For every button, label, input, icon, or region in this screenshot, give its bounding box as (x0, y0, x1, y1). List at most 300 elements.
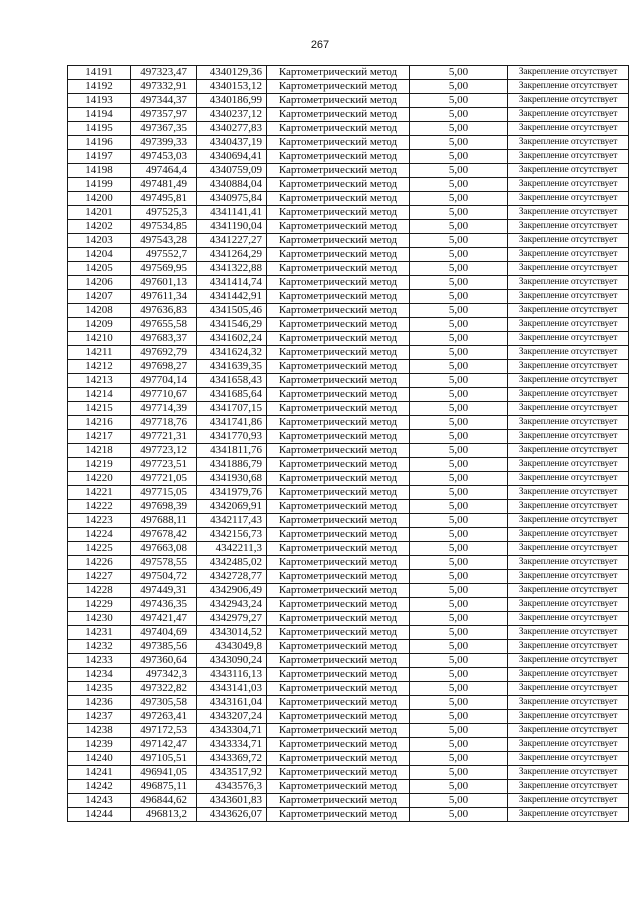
x-coordinate-cell: 497663,08 (131, 542, 197, 556)
point-number-cell: 14197 (68, 150, 131, 164)
method-cell: Картометрический метод (267, 472, 410, 486)
point-number-cell: 14220 (68, 472, 131, 486)
y-coordinate-cell: 4342211,3 (197, 542, 267, 556)
x-coordinate-cell: 497688,11 (131, 514, 197, 528)
error-cell: 5,00 (410, 178, 508, 192)
fixing-cell: Закрепление отсутствует (508, 332, 629, 346)
fixing-cell: Закрепление отсутствует (508, 556, 629, 570)
y-coordinate-cell: 4340237,12 (197, 108, 267, 122)
table-row (68, 388, 629, 402)
error-cell: 5,00 (410, 94, 508, 108)
table-row (68, 556, 629, 570)
table-row (68, 108, 629, 122)
fixing-cell: Закрепление отсутствует (508, 626, 629, 640)
error-cell: 5,00 (410, 332, 508, 346)
fixing-cell: Закрепление отсутствует (508, 80, 629, 94)
method-cell: Картометрический метод (267, 710, 410, 724)
x-coordinate-cell: 496844,62 (131, 794, 197, 808)
error-cell: 5,00 (410, 766, 508, 780)
error-cell: 5,00 (410, 416, 508, 430)
fixing-cell: Закрепление отсутствует (508, 542, 629, 556)
x-coordinate-cell: 497367,35 (131, 122, 197, 136)
point-number-cell: 14203 (68, 234, 131, 248)
error-cell: 5,00 (410, 472, 508, 486)
table-row (68, 360, 629, 374)
fixing-cell: Закрепление отсутствует (508, 346, 629, 360)
point-number-cell: 14230 (68, 612, 131, 626)
method-cell: Картометрический метод (267, 584, 410, 598)
point-number-cell: 14198 (68, 164, 131, 178)
error-cell: 5,00 (410, 514, 508, 528)
error-cell: 5,00 (410, 668, 508, 682)
y-coordinate-cell: 4341322,88 (197, 262, 267, 276)
error-cell: 5,00 (410, 486, 508, 500)
method-cell: Картометрический метод (267, 528, 410, 542)
fixing-cell: Закрепление отсутствует (508, 150, 629, 164)
y-coordinate-cell: 4340186,99 (197, 94, 267, 108)
point-number-cell: 14208 (68, 304, 131, 318)
point-number-cell: 14227 (68, 570, 131, 584)
method-cell: Картометрический метод (267, 752, 410, 766)
x-coordinate-cell: 497481,49 (131, 178, 197, 192)
error-cell: 5,00 (410, 360, 508, 374)
fixing-cell: Закрепление отсутствует (508, 220, 629, 234)
point-number-cell: 14195 (68, 122, 131, 136)
table-row (68, 500, 629, 514)
method-cell: Картометрический метод (267, 486, 410, 500)
error-cell: 5,00 (410, 290, 508, 304)
table-row (68, 514, 629, 528)
y-coordinate-cell: 4341442,91 (197, 290, 267, 304)
fixing-cell: Закрепление отсутствует (508, 164, 629, 178)
x-coordinate-cell: 497495,81 (131, 192, 197, 206)
fixing-cell: Закрепление отсутствует (508, 794, 629, 808)
table-row (68, 458, 629, 472)
x-coordinate-cell: 497525,3 (131, 206, 197, 220)
method-cell: Картометрический метод (267, 780, 410, 794)
y-coordinate-cell: 4343576,3 (197, 780, 267, 794)
y-coordinate-cell: 4340759,09 (197, 164, 267, 178)
fixing-cell: Закрепление отсутствует (508, 206, 629, 220)
method-cell: Картометрический метод (267, 458, 410, 472)
y-coordinate-cell: 4341624,32 (197, 346, 267, 360)
x-coordinate-cell: 497263,41 (131, 710, 197, 724)
table-row (68, 444, 629, 458)
y-coordinate-cell: 4340884,04 (197, 178, 267, 192)
method-cell: Картометрический метод (267, 402, 410, 416)
point-number-cell: 14242 (68, 780, 131, 794)
fixing-cell: Закрепление отсутствует (508, 724, 629, 738)
method-cell: Картометрический метод (267, 794, 410, 808)
fixing-cell: Закрепление отсутствует (508, 136, 629, 150)
table-row (68, 332, 629, 346)
point-number-cell: 14201 (68, 206, 131, 220)
fixing-cell: Закрепление отсутствует (508, 416, 629, 430)
point-number-cell: 14235 (68, 682, 131, 696)
fixing-cell: Закрепление отсутствует (508, 486, 629, 500)
table-row (68, 164, 629, 178)
fixing-cell: Закрепление отсутствует (508, 290, 629, 304)
fixing-cell: Закрепление отсутствует (508, 234, 629, 248)
x-coordinate-cell: 497342,3 (131, 668, 197, 682)
method-cell: Картометрический метод (267, 430, 410, 444)
method-cell: Картометрический метод (267, 374, 410, 388)
y-coordinate-cell: 4343161,04 (197, 696, 267, 710)
y-coordinate-cell: 4342156,73 (197, 528, 267, 542)
y-coordinate-cell: 4341505,46 (197, 304, 267, 318)
error-cell: 5,00 (410, 654, 508, 668)
y-coordinate-cell: 4343304,71 (197, 724, 267, 738)
method-cell: Картометрический метод (267, 276, 410, 290)
y-coordinate-cell: 4341658,43 (197, 374, 267, 388)
point-number-cell: 14212 (68, 360, 131, 374)
table-row (68, 276, 629, 290)
method-cell: Картометрический метод (267, 766, 410, 780)
x-coordinate-cell: 497332,91 (131, 80, 197, 94)
y-coordinate-cell: 4342728,77 (197, 570, 267, 584)
table-row (68, 640, 629, 654)
method-cell: Картометрический метод (267, 66, 410, 80)
point-number-cell: 14221 (68, 486, 131, 500)
x-coordinate-cell: 497714,39 (131, 402, 197, 416)
error-cell: 5,00 (410, 640, 508, 654)
point-number-cell: 14196 (68, 136, 131, 150)
method-cell: Картометрический метод (267, 150, 410, 164)
y-coordinate-cell: 4341546,29 (197, 318, 267, 332)
error-cell: 5,00 (410, 262, 508, 276)
method-cell: Картометрический метод (267, 640, 410, 654)
error-cell: 5,00 (410, 500, 508, 514)
x-coordinate-cell: 497385,56 (131, 640, 197, 654)
point-number-cell: 14238 (68, 724, 131, 738)
fixing-cell: Закрепление отсутствует (508, 402, 629, 416)
error-cell: 5,00 (410, 122, 508, 136)
point-number-cell: 14213 (68, 374, 131, 388)
y-coordinate-cell: 4341707,15 (197, 402, 267, 416)
point-number-cell: 14205 (68, 262, 131, 276)
method-cell: Картометрический метод (267, 542, 410, 556)
x-coordinate-cell: 497678,42 (131, 528, 197, 542)
y-coordinate-cell: 4341639,35 (197, 360, 267, 374)
x-coordinate-cell: 497601,13 (131, 276, 197, 290)
error-cell: 5,00 (410, 444, 508, 458)
error-cell: 5,00 (410, 150, 508, 164)
y-coordinate-cell: 4341414,74 (197, 276, 267, 290)
point-number-cell: 14206 (68, 276, 131, 290)
error-cell: 5,00 (410, 402, 508, 416)
x-coordinate-cell: 497704,14 (131, 374, 197, 388)
y-coordinate-cell: 4342069,91 (197, 500, 267, 514)
point-number-cell: 14209 (68, 318, 131, 332)
y-coordinate-cell: 4343014,52 (197, 626, 267, 640)
x-coordinate-cell: 497404,69 (131, 626, 197, 640)
table-row (68, 220, 629, 234)
error-cell: 5,00 (410, 696, 508, 710)
point-number-cell: 14194 (68, 108, 131, 122)
method-cell: Картометрический метод (267, 696, 410, 710)
y-coordinate-cell: 4343141,03 (197, 682, 267, 696)
point-number-cell: 14223 (68, 514, 131, 528)
x-coordinate-cell: 497399,33 (131, 136, 197, 150)
method-cell: Картометрический метод (267, 612, 410, 626)
method-cell: Картометрический метод (267, 626, 410, 640)
point-number-cell: 14216 (68, 416, 131, 430)
point-number-cell: 14191 (68, 66, 131, 80)
x-coordinate-cell: 497322,82 (131, 682, 197, 696)
y-coordinate-cell: 4343369,72 (197, 752, 267, 766)
method-cell: Картометрический метод (267, 388, 410, 402)
method-cell: Картометрический метод (267, 192, 410, 206)
x-coordinate-cell: 497436,35 (131, 598, 197, 612)
method-cell: Картометрический метод (267, 360, 410, 374)
point-number-cell: 14199 (68, 178, 131, 192)
method-cell: Картометрический метод (267, 234, 410, 248)
x-coordinate-cell: 497721,05 (131, 472, 197, 486)
x-coordinate-cell: 497721,31 (131, 430, 197, 444)
x-coordinate-cell: 497449,31 (131, 584, 197, 598)
table-row (68, 178, 629, 192)
point-number-cell: 14218 (68, 444, 131, 458)
fixing-cell: Закрепление отсутствует (508, 752, 629, 766)
table-row (68, 136, 629, 150)
fixing-cell: Закрепление отсутствует (508, 514, 629, 528)
error-cell: 5,00 (410, 346, 508, 360)
x-coordinate-cell: 497655,58 (131, 318, 197, 332)
fixing-cell: Закрепление отсутствует (508, 612, 629, 626)
y-coordinate-cell: 4342117,43 (197, 514, 267, 528)
y-coordinate-cell: 4341602,24 (197, 332, 267, 346)
y-coordinate-cell: 4343517,92 (197, 766, 267, 780)
fixing-cell: Закрепление отсутствует (508, 682, 629, 696)
x-coordinate-cell: 497504,72 (131, 570, 197, 584)
error-cell: 5,00 (410, 374, 508, 388)
fixing-cell: Закрепление отсутствует (508, 360, 629, 374)
method-cell: Картометрический метод (267, 94, 410, 108)
table-row (68, 570, 629, 584)
point-number-cell: 14229 (68, 598, 131, 612)
fixing-cell: Закрепление отсутствует (508, 738, 629, 752)
fixing-cell: Закрепление отсутствует (508, 780, 629, 794)
x-coordinate-cell: 496875,11 (131, 780, 197, 794)
fixing-cell: Закрепление отсутствует (508, 374, 629, 388)
table-row (68, 234, 629, 248)
error-cell: 5,00 (410, 192, 508, 206)
error-cell: 5,00 (410, 108, 508, 122)
fixing-cell: Закрепление отсутствует (508, 276, 629, 290)
point-number-cell: 14232 (68, 640, 131, 654)
fixing-cell: Закрепление отсутствует (508, 444, 629, 458)
fixing-cell: Закрепление отсутствует (508, 66, 629, 80)
point-number-cell: 14240 (68, 752, 131, 766)
error-cell: 5,00 (410, 584, 508, 598)
table-row (68, 262, 629, 276)
x-coordinate-cell: 497421,47 (131, 612, 197, 626)
method-cell: Картометрический метод (267, 682, 410, 696)
method-cell: Картометрический метод (267, 136, 410, 150)
method-cell: Картометрический метод (267, 80, 410, 94)
table-row (68, 402, 629, 416)
table-row (68, 248, 629, 262)
x-coordinate-cell: 497357,97 (131, 108, 197, 122)
point-number-cell: 14193 (68, 94, 131, 108)
x-coordinate-cell: 497464,4 (131, 164, 197, 178)
y-coordinate-cell: 4341227,27 (197, 234, 267, 248)
y-coordinate-cell: 4343049,8 (197, 640, 267, 654)
x-coordinate-cell: 497142,47 (131, 738, 197, 752)
method-cell: Картометрический метод (267, 556, 410, 570)
x-coordinate-cell: 497611,34 (131, 290, 197, 304)
method-cell: Картометрический метод (267, 206, 410, 220)
point-number-cell: 14231 (68, 626, 131, 640)
x-coordinate-cell: 497543,28 (131, 234, 197, 248)
fixing-cell: Закрепление отсутствует (508, 472, 629, 486)
x-coordinate-cell: 497683,37 (131, 332, 197, 346)
fixing-cell: Закрепление отсутствует (508, 318, 629, 332)
method-cell: Картометрический метод (267, 178, 410, 192)
point-number-cell: 14200 (68, 192, 131, 206)
point-number-cell: 14234 (68, 668, 131, 682)
y-coordinate-cell: 4343207,24 (197, 710, 267, 724)
fixing-cell: Закрепление отсутствует (508, 710, 629, 724)
y-coordinate-cell: 4343116,13 (197, 668, 267, 682)
method-cell: Картометрический метод (267, 248, 410, 262)
y-coordinate-cell: 4342485,02 (197, 556, 267, 570)
x-coordinate-cell: 497534,85 (131, 220, 197, 234)
error-cell: 5,00 (410, 318, 508, 332)
x-coordinate-cell: 497344,37 (131, 94, 197, 108)
x-coordinate-cell: 497172,53 (131, 724, 197, 738)
table-row (68, 794, 629, 808)
point-number-cell: 14239 (68, 738, 131, 752)
error-cell: 5,00 (410, 304, 508, 318)
x-coordinate-cell: 497360,64 (131, 654, 197, 668)
error-cell: 5,00 (410, 598, 508, 612)
fixing-cell: Закрепление отсутствует (508, 500, 629, 514)
y-coordinate-cell: 4341685,64 (197, 388, 267, 402)
error-cell: 5,00 (410, 430, 508, 444)
y-coordinate-cell: 4343334,71 (197, 738, 267, 752)
table-row (68, 304, 629, 318)
y-coordinate-cell: 4340694,41 (197, 150, 267, 164)
error-cell: 5,00 (410, 808, 508, 822)
method-cell: Картометрический метод (267, 122, 410, 136)
table-row (68, 724, 629, 738)
method-cell: Картометрический метод (267, 416, 410, 430)
point-number-cell: 14228 (68, 584, 131, 598)
fixing-cell: Закрепление отсутствует (508, 570, 629, 584)
point-number-cell: 14210 (68, 332, 131, 346)
error-cell: 5,00 (410, 136, 508, 150)
point-number-cell: 14225 (68, 542, 131, 556)
fixing-cell: Закрепление отсутствует (508, 94, 629, 108)
table-row (68, 710, 629, 724)
method-cell: Картометрический метод (267, 500, 410, 514)
y-coordinate-cell: 4341979,76 (197, 486, 267, 500)
point-number-cell: 14211 (68, 346, 131, 360)
y-coordinate-cell: 4340153,12 (197, 80, 267, 94)
coordinates-table (67, 65, 629, 822)
table-row (68, 430, 629, 444)
table-row (68, 584, 629, 598)
table-row (68, 290, 629, 304)
table-row (68, 122, 629, 136)
x-coordinate-cell: 497715,05 (131, 486, 197, 500)
point-number-cell: 14244 (68, 808, 131, 822)
x-coordinate-cell: 497578,55 (131, 556, 197, 570)
table-row (68, 738, 629, 752)
x-coordinate-cell: 497723,51 (131, 458, 197, 472)
x-coordinate-cell: 496941,05 (131, 766, 197, 780)
table-row (68, 318, 629, 332)
point-number-cell: 14233 (68, 654, 131, 668)
x-coordinate-cell: 496813,2 (131, 808, 197, 822)
y-coordinate-cell: 4342979,27 (197, 612, 267, 626)
fixing-cell: Закрепление отсутствует (508, 598, 629, 612)
method-cell: Картометрический метод (267, 724, 410, 738)
point-number-cell: 14217 (68, 430, 131, 444)
x-coordinate-cell: 497105,51 (131, 752, 197, 766)
table-row (68, 192, 629, 206)
error-cell: 5,00 (410, 248, 508, 262)
x-coordinate-cell: 497692,79 (131, 346, 197, 360)
table-row (68, 654, 629, 668)
point-number-cell: 14241 (68, 766, 131, 780)
table-row (68, 486, 629, 500)
fixing-cell: Закрепление отсутствует (508, 528, 629, 542)
table-row (68, 374, 629, 388)
method-cell: Картометрический метод (267, 514, 410, 528)
fixing-cell: Закрепление отсутствует (508, 262, 629, 276)
error-cell: 5,00 (410, 794, 508, 808)
x-coordinate-cell: 497453,03 (131, 150, 197, 164)
point-number-cell: 14204 (68, 248, 131, 262)
method-cell: Картометрический метод (267, 668, 410, 682)
table-row (68, 66, 629, 80)
x-coordinate-cell: 497305,58 (131, 696, 197, 710)
x-coordinate-cell: 497698,39 (131, 500, 197, 514)
error-cell: 5,00 (410, 682, 508, 696)
table-row (68, 150, 629, 164)
y-coordinate-cell: 4341811,76 (197, 444, 267, 458)
x-coordinate-cell: 497723,12 (131, 444, 197, 458)
y-coordinate-cell: 4342943,24 (197, 598, 267, 612)
x-coordinate-cell: 497323,47 (131, 66, 197, 80)
y-coordinate-cell: 4343626,07 (197, 808, 267, 822)
point-number-cell: 14192 (68, 80, 131, 94)
fixing-cell: Закрепление отсутствует (508, 248, 629, 262)
table-row (68, 668, 629, 682)
fixing-cell: Закрепление отсутствует (508, 178, 629, 192)
error-cell: 5,00 (410, 458, 508, 472)
table-row (68, 626, 629, 640)
error-cell: 5,00 (410, 724, 508, 738)
method-cell: Картометрический метод (267, 654, 410, 668)
error-cell: 5,00 (410, 164, 508, 178)
x-coordinate-cell: 497698,27 (131, 360, 197, 374)
fixing-cell: Закрепление отсутствует (508, 122, 629, 136)
x-coordinate-cell: 497718,76 (131, 416, 197, 430)
point-number-cell: 14202 (68, 220, 131, 234)
fixing-cell: Закрепление отсутствует (508, 654, 629, 668)
table-row (68, 766, 629, 780)
point-number-cell: 14215 (68, 402, 131, 416)
method-cell: Картометрический метод (267, 304, 410, 318)
table-row (68, 598, 629, 612)
fixing-cell: Закрепление отсутствует (508, 458, 629, 472)
fixing-cell: Закрепление отсутствует (508, 388, 629, 402)
y-coordinate-cell: 4341770,93 (197, 430, 267, 444)
fixing-cell: Закрепление отсутствует (508, 192, 629, 206)
